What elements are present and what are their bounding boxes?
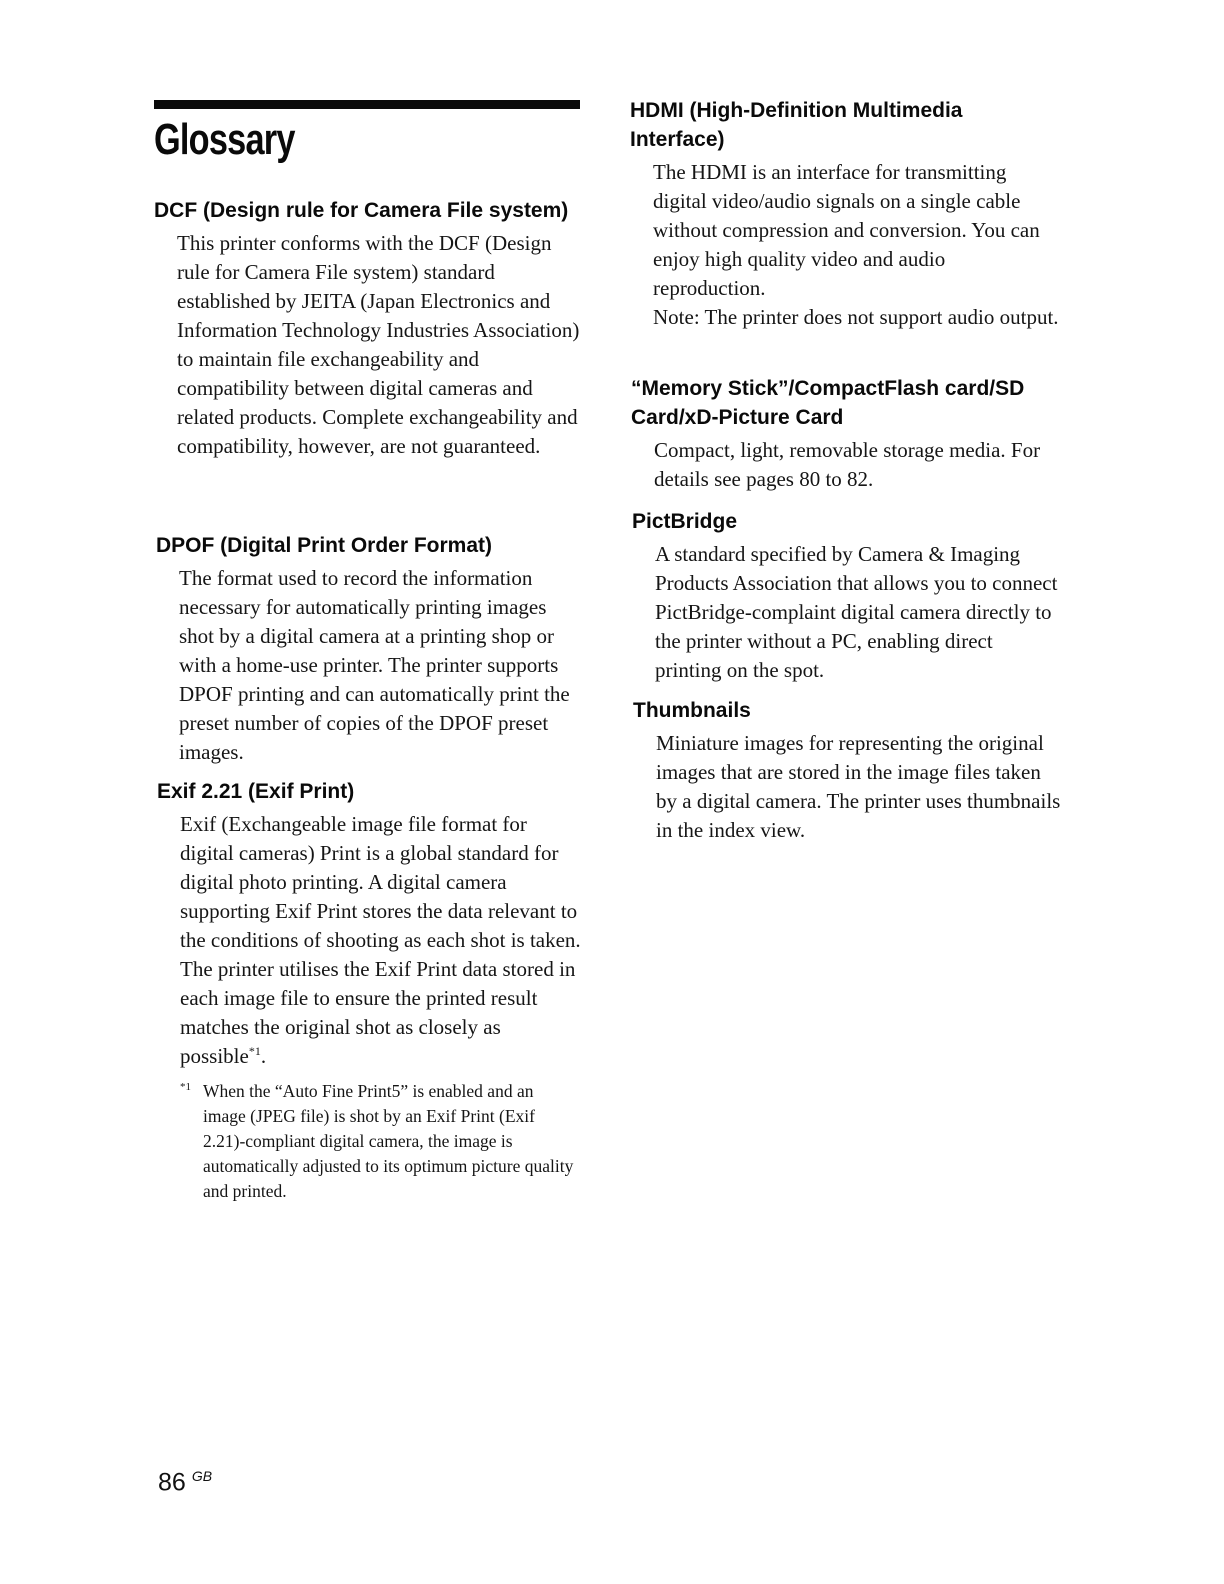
- definition-text: This printer conforms with the DCF (Design rule for Camera File system) standard established by JEITA (Japan Electronics and Information Technology Industries Association) to maintain file exchangeability and compatibility between digital cameras and related products. Complete exchangeability and compatibility, however, are not guaranteed.: [177, 231, 580, 458]
- definition-text: [180, 810, 581, 1071]
- definition-text: The format used to record the information necessary for automatically printing images shot by a digital camera at a printing shop or with a home-use printer. The printer supports DPOF printing and can automatically print the preset number of copies of the DPOF preset images.: [179, 566, 570, 764]
- footnote: [180, 1079, 580, 1204]
- definition-hdmi: [653, 158, 1060, 332]
- definition-end: .: [260, 1044, 267, 1068]
- definition-dpof: [179, 564, 580, 767]
- glossary-entry-dcf: [154, 196, 580, 461]
- glossary-entry-exif: [157, 777, 581, 1071]
- term-hdmi: HDMI (High-Definition Multimedia Interface): [630, 99, 963, 151]
- definition-note: Note: The printer does not support audio output.: [653, 305, 1059, 329]
- glossary-entry-pictbridge: [632, 507, 1062, 685]
- footnote-reference: *1: [248, 1044, 261, 1058]
- definition-text: A standard specified by Camera & Imaging Products Association that allows you to connect PictBridge-complaint digital camera directly to the printer without a PC, enabling direct printing on the spot.: [655, 542, 1058, 682]
- page-number: [158, 1468, 212, 1497]
- definition-thumbnails: [656, 729, 1063, 845]
- term-pictbridge: PictBridge: [632, 510, 738, 533]
- term-memory-cards: “Memory Stick”/CompactFlash card/SD Card/xD-Picture Card: [631, 377, 1025, 429]
- footnote-mark: *1: [180, 1081, 191, 1093]
- glossary-entry-dpof: [156, 531, 580, 767]
- glossary-entry-hdmi: [630, 96, 1060, 332]
- term-exif: Exif 2.21 (Exif Print): [157, 780, 355, 803]
- footnote-text: When the “Auto Fine Print5” is enabled and an image (JPEG file) is shot by an Exif Print (Exif 2.21)-compliant digital camera, the image is automatically adjusted to its optimum picture quality and printed.: [203, 1081, 574, 1201]
- definition-exif: [180, 810, 581, 1071]
- glossary-entry-memory-cards: [631, 374, 1061, 494]
- term-dcf: DCF (Design rule for Camera File system): [154, 199, 569, 222]
- definition-text: The HDMI is an interface for transmitting digital video/audio signals on a single cable without compression and conversion. You can enjoy high quality video and audio reproduction.: [653, 160, 1040, 300]
- page-number-value: 86: [158, 1468, 186, 1497]
- definition-pictbridge: [655, 540, 1062, 685]
- definition-text: Miniature images for representing the original images that are stored in the image files taken by a digital camera. The printer uses thumbnails in the index view.: [656, 731, 1061, 842]
- definition-memory-cards: [654, 436, 1061, 494]
- glossary-entry-thumbnails: [633, 696, 1063, 845]
- page-number-suffix: GB: [191, 1468, 213, 1484]
- definition-text: Compact, light, removable storage media. For details see pages 80 to 82.: [654, 438, 1041, 491]
- page-title: Glossary: [154, 115, 295, 164]
- definition-dcf: [177, 229, 580, 461]
- term-thumbnails: Thumbnails: [633, 699, 751, 722]
- definition-body: Exif (Exchangeable image file format for digital cameras) Print is a global standard for digital photo printing. A digital camera supporting Exif Print stores the data relevant to the conditions of shooting as each shot is taken. The printer utilises the Exif Print data stored in each image file to ensure the printed result matches the original shot as closely as possible: [180, 812, 581, 1068]
- term-dpof: DPOF (Digital Print Order Format): [156, 534, 493, 557]
- title-rule: [154, 100, 580, 109]
